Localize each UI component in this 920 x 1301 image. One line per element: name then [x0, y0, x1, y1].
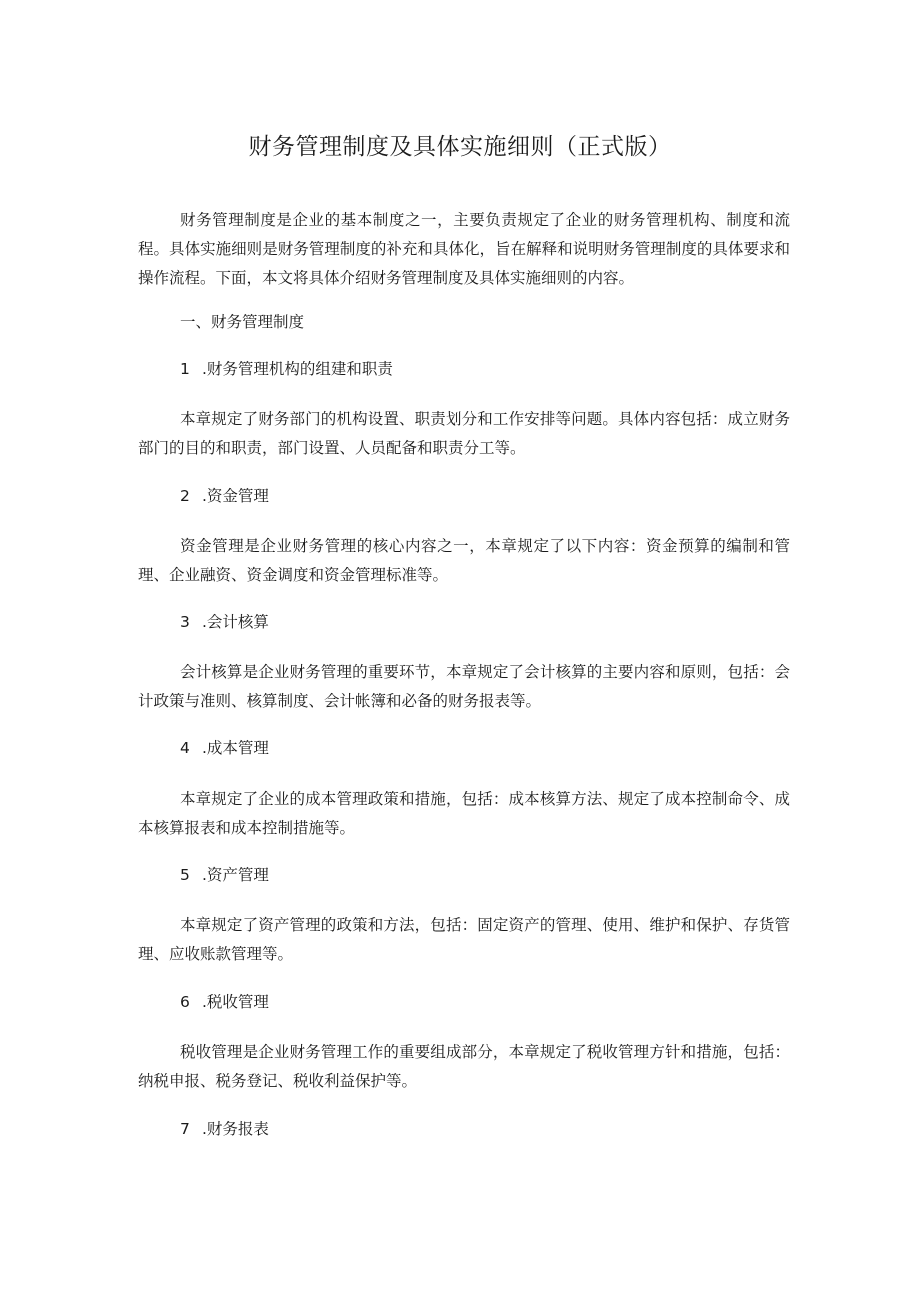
item-number: 6 [180, 993, 190, 1011]
item-body-5: 本章规定了资产管理的政策和方法，包括：固定资产的管理、使用、维护和保护、存货管理、应收账款管理等。 [138, 916, 790, 963]
item-heading-3 [180, 608, 780, 637]
item-number: 5 [180, 866, 190, 884]
item-heading-6 [180, 988, 780, 1017]
item-heading-text: .会计核算 [202, 613, 269, 631]
item-heading-text: .资产管理 [202, 866, 269, 884]
item-body-6: 税收管理是企业财务管理工作的重要组成部分，本章规定了税收管理方针和措施，包括：纳税申报、税务登记、税收利益保护等。 [138, 1043, 790, 1090]
document-title: 财务管理制度及具体实施细则（正式版） [248, 134, 672, 160]
intro-paragraph: 财务管理制度是企业的基本制度之一，主要负责规定了企业的财务管理机构、制度和流程。具体实施细则是财务管理制度的补充和具体化，旨在解释和说明财务管理制度的具体要求和操作流程。下面，本文将具体介绍财务管理制度及具体实施细则的内容。 [138, 211, 790, 287]
item-heading-text: .资金管理 [202, 487, 269, 505]
item-body-3: 会计核算是企业财务管理的重要环节，本章规定了会计核算的主要内容和原则，包括：会计政策与准则、核算制度、会计帐簿和必备的财务报表等。 [138, 663, 790, 710]
item-heading-text: .税收管理 [202, 993, 269, 1011]
item-heading-text: .成本管理 [202, 739, 269, 757]
item-heading-7 [180, 1115, 780, 1144]
item-number: 2 [180, 487, 190, 505]
item-heading-5 [180, 861, 780, 890]
section-heading: 一、财务管理制度 [180, 313, 305, 331]
item-number: 7 [180, 1120, 190, 1138]
item-number: 4 [180, 739, 190, 757]
item-heading-1 [180, 355, 780, 384]
item-number: 3 [180, 613, 190, 631]
item-heading-text: .财务管理机构的组建和职责 [202, 360, 393, 378]
item-body-4: 本章规定了企业的成本管理政策和措施，包括：成本核算方法、规定了成本控制命令、成本核算报表和成本控制措施等。 [138, 790, 790, 837]
item-heading-text: .财务报表 [202, 1120, 269, 1138]
item-heading-2 [180, 482, 780, 511]
item-number: 1 [180, 360, 190, 378]
item-body-1: 本章规定了财务部门的机构设置、职责划分和工作安排等问题。具体内容包括：成立财务部门的目的和职责，部门设置、人员配备和职责分工等。 [138, 410, 790, 457]
item-body-2: 资金管理是企业财务管理的核心内容之一，本章规定了以下内容：资金预算的编制和管理、企业融资、资金调度和资金管理标准等。 [138, 537, 790, 584]
item-heading-4 [180, 734, 780, 763]
